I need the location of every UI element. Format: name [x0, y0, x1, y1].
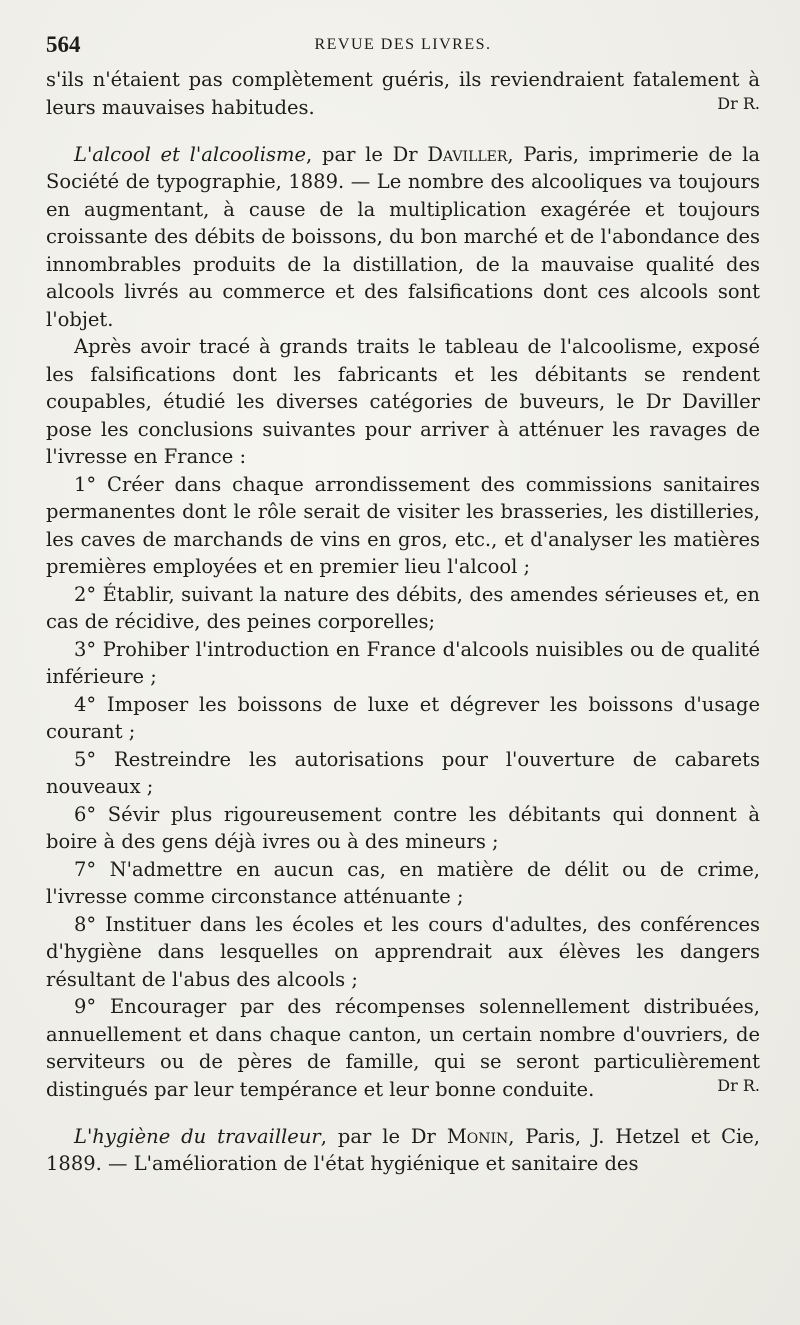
review2-author: Daviller — [427, 142, 508, 166]
review2-intro — [46, 141, 760, 334]
review1-text: s'ils n'étaient pas complètement guéris, ils reviendraient fatalement à leurs mauvaises habitudes. — [46, 68, 760, 119]
list-item: 4° Imposer les boissons de luxe et dégrever les boissons d'usage courant ; — [46, 692, 760, 743]
review1-signature: Dr R. — [717, 93, 760, 113]
review2-title: L'alcool et l'alcoolisme — [74, 142, 307, 166]
review3-title: L'hygiène du travailleur — [74, 1124, 321, 1148]
review2-intro-text: , Paris, imprimerie de la Société de typographie, 1889. — Le nombre des alcooliques va toujours en augmentant, à cause de la multiplication exagérée et toujours croissante des débits de boissons, du bon marché et de l'abondance des innombrables produits de la distillation, de la mauvaise qualité des alcools livrés au commerce et des falsifications dont ces alcools sont l'objet. — [46, 142, 760, 331]
review2-paragraph: Après avoir tracé à grands traits le tableau de l'alcoolisme, exposé les falsifications dont les fabricants et les débitants se rendent coupables, étudié les diverses catégories de buveurs, le Dr Daviller pose les conclusions suivantes pour arriver à atténuer les ravages de l'ivresse en France : — [46, 335, 760, 468]
list-item: 8° Instituer dans les écoles et les cours d'adultes, des conférences d'hygiène dans lesquelles on apprendrait aux élèves les dangers résultant de l'abus des alcools ; — [46, 912, 760, 991]
list-item: 7° N'admettre en aucun cas, en matière de délit ou de crime, l'ivresse comme circonstance atténuante ; — [46, 857, 760, 908]
running-head: REVUE DES LIVRES. — [314, 36, 492, 53]
list-item: 2° Établir, suivant la nature des débits, des amendes sérieuses et, en cas de récidive, des peines corporelles; — [46, 582, 760, 633]
list-item: 9° Encourager par des récompenses solennellement distribuées, annuellement et dans chaque canton, un certain nombre d'ouvriers, de serviteurs ou de pères de famille, qui se seront particulièrement distingués par leur tempérance et leur bonne conduite. — [46, 995, 760, 1101]
body-text — [46, 66, 760, 1178]
review3-author: Monin — [446, 1124, 509, 1148]
list-item: 6° Sévir plus rigoureusement contre les débitants qui donnent à boire à des gens déjà ivres ou à des mineurs ; — [46, 802, 760, 853]
review2-by: , par le Dr — [306, 142, 428, 166]
page-number: 564 — [46, 32, 81, 57]
list-item: 3° Prohiber l'introduction en France d'alcools nuisibles ou de qualité inférieure ; — [46, 637, 760, 688]
page-header — [46, 28, 760, 66]
review2-signature: Dr R. — [717, 1075, 760, 1095]
review3-by: , par le Dr — [320, 1124, 447, 1148]
list-item: 5° Restreindre les autorisations pour l'ouverture de cabarets nouveaux ; — [46, 747, 760, 798]
list-item: 1° Créer dans chaque arrondissement des commissions sanitaires permanentes dont le rôle serait de visiter les brasseries, les distilleries, les caves de marchands de vins en gros, etc., et d'analyser les matières premières employées et en premier lieu l'alcool ; — [46, 472, 760, 578]
review3-intro — [46, 1123, 760, 1178]
review3-intro-text: , Paris, J. Hetzel et Cie, 1889. — L'amélioration de l'état hygiénique et sanitaire des — [46, 1124, 760, 1175]
